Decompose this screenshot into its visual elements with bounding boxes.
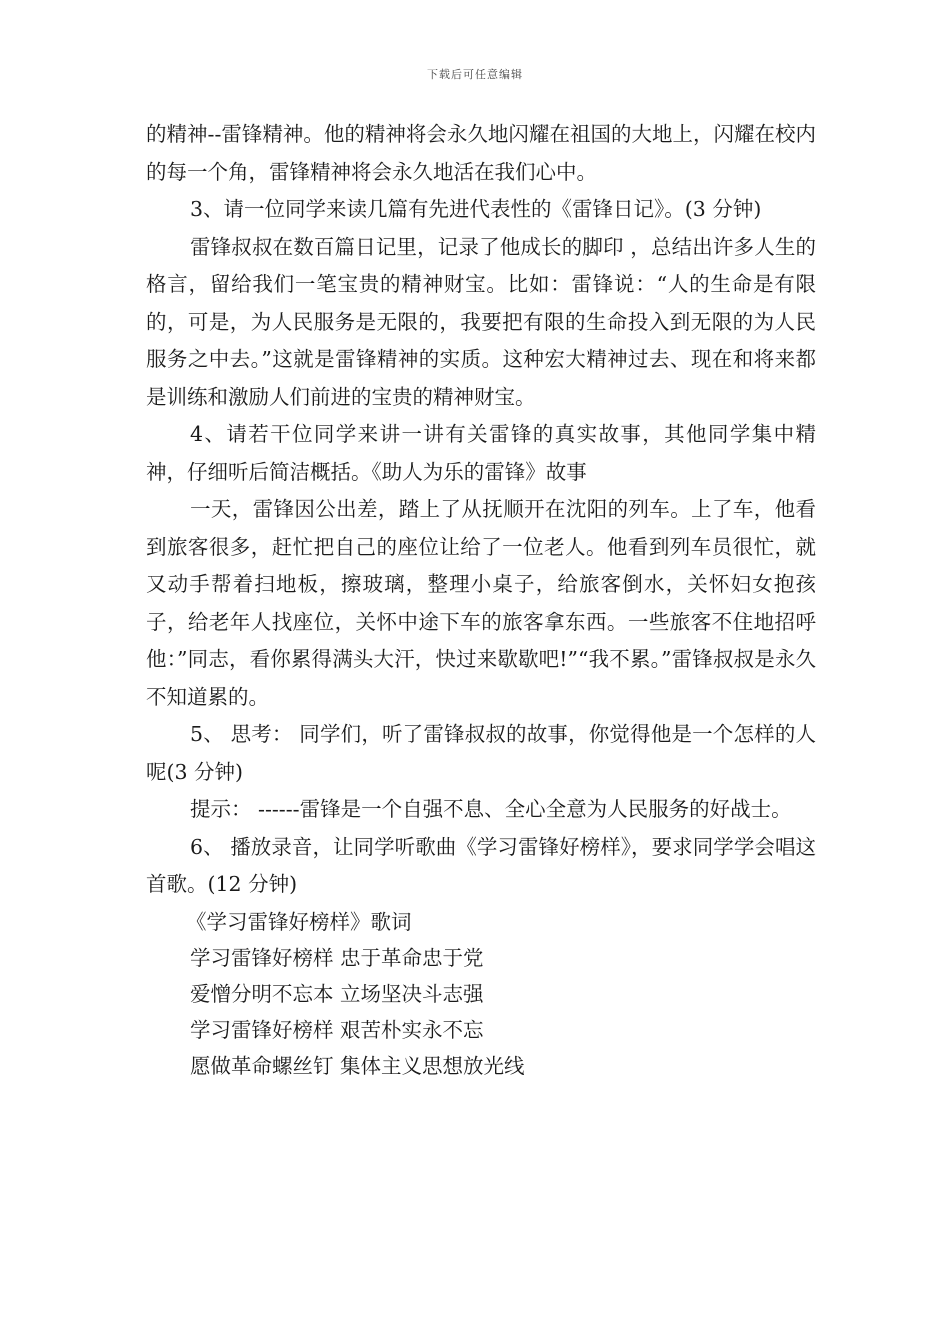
lyric-line: 爱憎分明不忘本 立场坚决斗志强	[190, 981, 484, 1006]
document-body	[146, 116, 816, 1084]
paragraph: 的精神--雷锋精神。他的精神将会永久地闪耀在祖国的大地上，闪耀在校内的每一个角，雷锋精神将会永久地活在我们心中。	[146, 122, 816, 184]
page-header: 下载后可任意编辑	[427, 68, 523, 81]
paragraph: 一天，雷锋因公出差，踏上了从抚顺开在沈阳的列车。上了车，他看到旅客很多，赶忙把自己的座位让给了一位老人。他看到列车员很忙，就又动手帮着扫地板，擦玻璃，整理小桌子，给旅客倒水，关怀妇女抱孩子，给老年人找座位，关怀中途下车的旅客拿东西。一些旅客不住地招呼他：”同志，看你累得满头大汗，快过来歇歇吧!”“我不累。”雷锋叔叔是永久不知道累的。	[146, 497, 816, 709]
lyric-line: 学习雷锋好榜样 艰苦朴实永不忘	[190, 1017, 484, 1042]
paragraph: 5、 思考： 同学们，听了雷锋叔叔的故事，你觉得他是一个怎样的人呢(3 分钟)	[146, 722, 816, 784]
lyric-line: 学习雷锋好榜样 忠于革命忠于党	[190, 945, 484, 970]
lyric-line: 愿做革命螺丝钉 集体主义思想放光线	[190, 1053, 525, 1078]
paragraph: 3、请一位同学来读几篇有先进代表性的《雷锋日记》。(3 分钟)	[190, 197, 762, 221]
paragraph: 雷锋叔叔在数百篇日记里，记录了他成长的脚印 ，总结出许多人生的格言，留给我们一笔宝贵的精神财宝。比如：雷锋说：“人的生命是有限的，可是，为人民服务是无限的，我要把有限的生命投入到无限的为人民服务之中去。”这就是雷锋精神的实质。这种宏大精神过去、现在和将来都是训练和激励人们前进的宝贵的精神财宝。	[146, 234, 816, 409]
lyrics-title: 《学习雷锋好榜样》歌词	[186, 909, 412, 934]
paragraph: 6、 播放录音，让同学听歌曲《学习雷锋好榜样》，要求同学学会唱这首歌。(12 分钟)	[146, 834, 816, 896]
paragraph: 提示： ------雷锋是一个自强不息、全心全意为人民服务的好战士。	[190, 797, 792, 821]
paragraph: 4、请若干位同学来讲一讲有关雷锋的真实故事，其他同学集中精神，仔细听后简洁概括。《助人为乐的雷锋》故事	[146, 422, 816, 484]
